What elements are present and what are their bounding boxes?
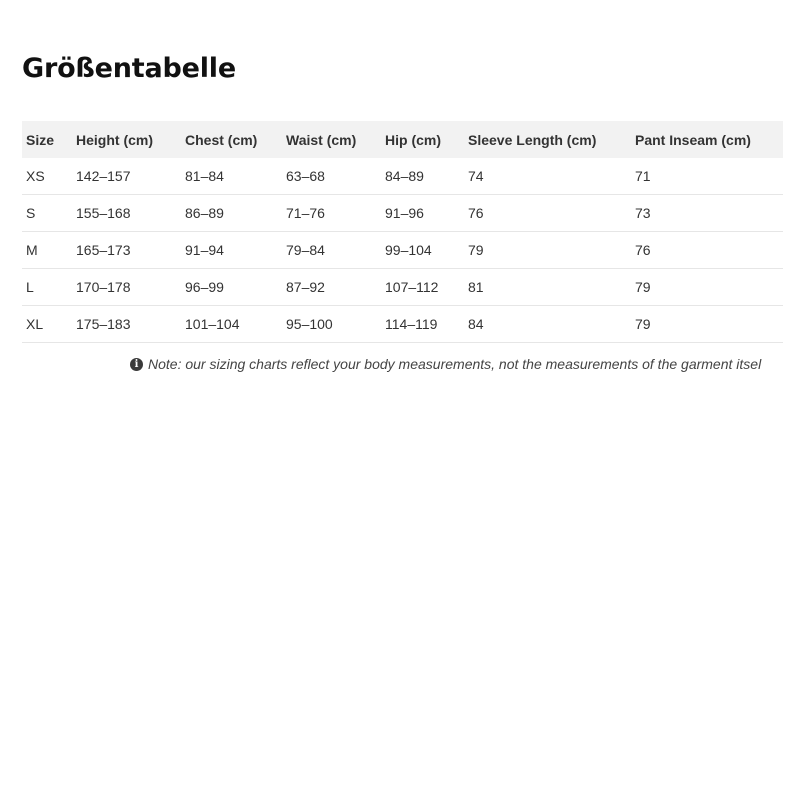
cell-sleeve-length: 79: [464, 232, 631, 269]
cell-waist: 71–76: [282, 195, 381, 232]
cell-waist: 95–100: [282, 306, 381, 343]
cell-pant-inseam: 79: [631, 269, 783, 306]
cell-chest: 86–89: [181, 195, 282, 232]
table-row: [22, 269, 783, 306]
cell-size: L: [22, 269, 72, 306]
cell-waist: 63–68: [282, 158, 381, 195]
table-row: [22, 306, 783, 343]
sizing-note-text: Note: our sizing charts reflect your body measurements, not the measurements of the garment itsel: [148, 356, 762, 372]
header-height: Height (cm): [72, 121, 181, 158]
cell-height: 165–173: [72, 232, 181, 269]
cell-size: S: [22, 195, 72, 232]
cell-hip: 84–89: [381, 158, 464, 195]
header-pant-inseam: Pant Inseam (cm): [631, 121, 783, 158]
cell-sleeve-length: 76: [464, 195, 631, 232]
table-row: [22, 158, 783, 195]
cell-height: 175–183: [72, 306, 181, 343]
header-waist: Waist (cm): [282, 121, 381, 158]
cell-chest: 81–84: [181, 158, 282, 195]
page-title: Größentabelle: [22, 53, 236, 84]
cell-waist: 87–92: [282, 269, 381, 306]
header-sleeve-length: Sleeve Length (cm): [464, 121, 631, 158]
cell-height: 155–168: [72, 195, 181, 232]
size-table: [22, 121, 783, 343]
header-size: Size: [22, 121, 72, 158]
cell-height: 170–178: [72, 269, 181, 306]
table-header-row: [22, 121, 783, 158]
header-chest: Chest (cm): [181, 121, 282, 158]
header-hip: Hip (cm): [381, 121, 464, 158]
cell-pant-inseam: 76: [631, 232, 783, 269]
cell-hip: 91–96: [381, 195, 464, 232]
cell-size: XL: [22, 306, 72, 343]
cell-size: M: [22, 232, 72, 269]
cell-chest: 101–104: [181, 306, 282, 343]
cell-sleeve-length: 84: [464, 306, 631, 343]
cell-hip: 107–112: [381, 269, 464, 306]
cell-pant-inseam: 71: [631, 158, 783, 195]
cell-hip: 114–119: [381, 306, 464, 343]
cell-sleeve-length: 81: [464, 269, 631, 306]
cell-pant-inseam: 79: [631, 306, 783, 343]
sizing-note: [130, 355, 783, 373]
cell-size: XS: [22, 158, 72, 195]
cell-height: 142–157: [72, 158, 181, 195]
cell-sleeve-length: 74: [464, 158, 631, 195]
cell-chest: 96–99: [181, 269, 282, 306]
table-row: [22, 195, 783, 232]
cell-chest: 91–94: [181, 232, 282, 269]
info-icon: i: [130, 358, 143, 371]
cell-hip: 99–104: [381, 232, 464, 269]
table-row: [22, 232, 783, 269]
cell-waist: 79–84: [282, 232, 381, 269]
cell-pant-inseam: 73: [631, 195, 783, 232]
